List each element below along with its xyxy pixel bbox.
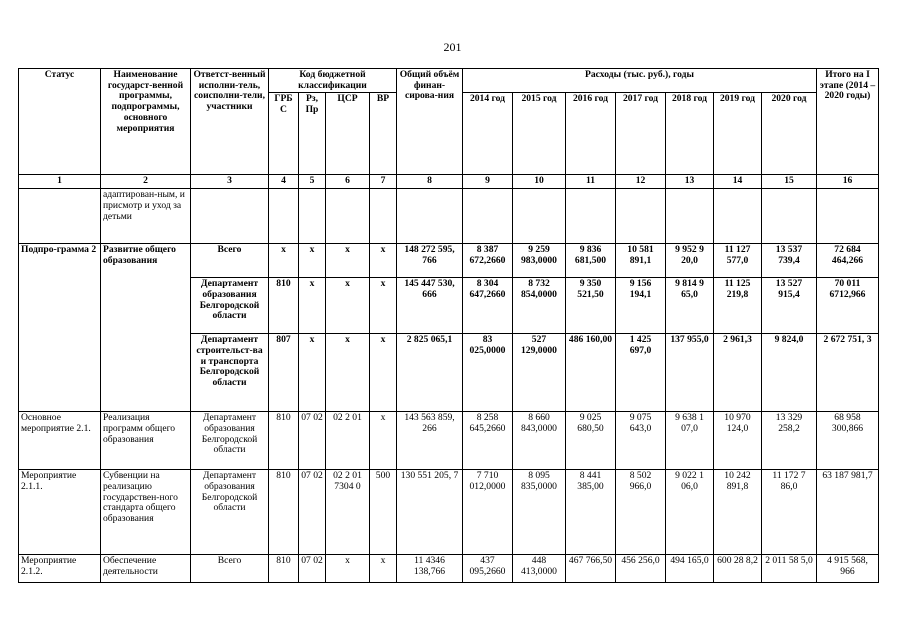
cell-grbs: 807 bbox=[269, 334, 299, 412]
cell-2017: 456 256,0 bbox=[616, 555, 666, 583]
cell-status: Мероприятие 2.1.2. bbox=[19, 555, 101, 583]
table-row bbox=[19, 189, 879, 244]
cell-responsible: Департамент образования Белгородской области bbox=[191, 278, 269, 334]
header-vr: ВР bbox=[370, 93, 397, 175]
cell-2018: 9 952 9 20,0 bbox=[666, 244, 714, 278]
cell-2019: 11 127 577,0 bbox=[714, 244, 762, 278]
cell-2017: 8 502 966,0 bbox=[616, 470, 666, 555]
cell-name: Реализация программ общего образования bbox=[101, 412, 191, 470]
cell-2019: 10 242 891,8 bbox=[714, 470, 762, 555]
table-row bbox=[19, 244, 879, 278]
col-index: 11 bbox=[566, 175, 616, 189]
cell-status: Мероприятие 2.1.1. bbox=[19, 470, 101, 555]
cell-2019: 2 961,3 bbox=[714, 334, 762, 412]
cell-stage: 72 684 464,266 bbox=[817, 244, 879, 278]
cell-vr: х bbox=[370, 278, 397, 334]
cell-2016: 9 025 680,50 bbox=[566, 412, 616, 470]
cell-2014: 8 387 672,2660 bbox=[463, 244, 513, 278]
cell-name: Субвенции на реализацию государствен-ного стандарта общего образования bbox=[101, 470, 191, 555]
cell-2020: 13 329 258,2 bbox=[762, 412, 817, 470]
header-expenses: Расходы (тыс. руб.), годы bbox=[463, 69, 817, 93]
cell-stage: 2 672 751, 3 bbox=[817, 334, 879, 412]
table-row bbox=[19, 412, 879, 470]
cell-2014: 8 304 647,2660 bbox=[463, 278, 513, 334]
cell-csr: 02 2 01 7304 0 bbox=[326, 470, 370, 555]
cell-name: Обеспечение деятельности bbox=[101, 555, 191, 583]
col-index: 10 bbox=[513, 175, 566, 189]
cell-vr: х bbox=[370, 244, 397, 278]
col-index: 4 bbox=[269, 175, 299, 189]
cell-vr: х bbox=[370, 334, 397, 412]
page-number: 201 bbox=[443, 40, 462, 54]
col-index: 3 bbox=[191, 175, 269, 189]
cell-grbs: 810 bbox=[269, 278, 299, 334]
header-grbs: ГРБ С bbox=[269, 93, 299, 175]
cell-2015: 8 732 854,0000 bbox=[513, 278, 566, 334]
cell-stage: 63 187 981,7 bbox=[817, 470, 879, 555]
cell-status: Основное мероприятие 2.1. bbox=[19, 412, 101, 470]
header-2015: 2015 год bbox=[513, 93, 566, 175]
cell-2014: 7 710 012,0000 bbox=[463, 470, 513, 555]
cell-total: 11 4346 138,766 bbox=[397, 555, 463, 583]
cell-name: адаптирован-ным, и присмотр и уход за детьми bbox=[101, 189, 191, 244]
cell-csr: х bbox=[326, 555, 370, 583]
cell-stage: 4 915 568, 966 bbox=[817, 555, 879, 583]
cell-2015: 8 660 843,0000 bbox=[513, 412, 566, 470]
header-total: Общий объём финан-сирова-ния bbox=[397, 69, 463, 175]
table-row bbox=[19, 555, 879, 583]
cell-2018: 9 022 1 06,0 bbox=[666, 470, 714, 555]
cell-name: Развитие общего образования bbox=[101, 244, 191, 412]
cell-2016: 9 836 681,500 bbox=[566, 244, 616, 278]
col-index: 13 bbox=[666, 175, 714, 189]
cell-status: Подпро-грамма 2 bbox=[19, 244, 101, 412]
header-name: Наименование государст-венной программы, подпрограммы, основного мероприятия bbox=[101, 69, 191, 175]
header-2014: 2014 год bbox=[463, 93, 513, 175]
cell-2020: 2 011 58 5,0 bbox=[762, 555, 817, 583]
header-status: Статус bbox=[19, 69, 101, 175]
col-index: 7 bbox=[370, 175, 397, 189]
col-index: 2 bbox=[101, 175, 191, 189]
cell-csr: х bbox=[326, 334, 370, 412]
col-index: 5 bbox=[299, 175, 326, 189]
cell-2015: 527 129,0000 bbox=[513, 334, 566, 412]
cell-2018: 494 165,0 bbox=[666, 555, 714, 583]
cell-status bbox=[19, 189, 101, 244]
header-2017: 2017 год bbox=[616, 93, 666, 175]
cell-rzpr: 07 02 bbox=[299, 412, 326, 470]
header-rzpr: Рз, Пр bbox=[299, 93, 326, 175]
col-index: 16 bbox=[817, 175, 879, 189]
cell-csr: 02 2 01 bbox=[326, 412, 370, 470]
header-2016: 2016 год bbox=[566, 93, 616, 175]
header-responsible: Ответст-венный исполни-тель, соисполни-тели, участники bbox=[191, 69, 269, 175]
column-index-row bbox=[19, 175, 879, 189]
cell-2014: 83 025,0000 bbox=[463, 334, 513, 412]
col-index: 9 bbox=[463, 175, 513, 189]
cell-rzpr: 07 02 bbox=[299, 470, 326, 555]
col-index: 6 bbox=[326, 175, 370, 189]
cell-2019: 600 28 8,2 bbox=[714, 555, 762, 583]
cell-responsible: Департамент образования Белгородской области bbox=[191, 470, 269, 555]
cell-total: 148 272 595, 766 bbox=[397, 244, 463, 278]
cell-responsible: Всего bbox=[191, 244, 269, 278]
header-row-top bbox=[19, 69, 879, 93]
cell-total: 145 447 530, 666 bbox=[397, 278, 463, 334]
header-stage-total: Итого на I этапе (2014 – 2020 годы) bbox=[817, 69, 879, 175]
cell-2015: 8 095 835,0000 bbox=[513, 470, 566, 555]
cell-rzpr: х bbox=[299, 278, 326, 334]
cell-stage: 68 958 300,866 bbox=[817, 412, 879, 470]
cell-2017: 9 075 643,0 bbox=[616, 412, 666, 470]
col-index: 8 bbox=[397, 175, 463, 189]
cell-2016: 8 441 385,00 bbox=[566, 470, 616, 555]
cell-2020: 9 824,0 bbox=[762, 334, 817, 412]
cell-2015: 448 413,0000 bbox=[513, 555, 566, 583]
col-index: 14 bbox=[714, 175, 762, 189]
cell-grbs: х bbox=[269, 244, 299, 278]
cell-2019: 11 125 219,8 bbox=[714, 278, 762, 334]
cell-stage: 70 011 6712,966 bbox=[817, 278, 879, 334]
cell-2020: 13 537 739,4 bbox=[762, 244, 817, 278]
cell-responsible: Департамент образования Белгородской области bbox=[191, 412, 269, 470]
cell-rzpr: х bbox=[299, 334, 326, 412]
cell-2017: 1 425 697,0 bbox=[616, 334, 666, 412]
header-csr: ЦСР bbox=[326, 93, 370, 175]
cell-grbs: 810 bbox=[269, 412, 299, 470]
cell-2014: 8 258 645,2660 bbox=[463, 412, 513, 470]
header-2020: 2020 год bbox=[762, 93, 817, 175]
cell-2016: 467 766,50 bbox=[566, 555, 616, 583]
cell-2014: 437 095,2660 bbox=[463, 555, 513, 583]
table-row bbox=[19, 470, 879, 555]
cell-csr: х bbox=[326, 278, 370, 334]
cell-responsible: Всего bbox=[191, 555, 269, 583]
cell-2017: 10 581 891,1 bbox=[616, 244, 666, 278]
cell-csr: х bbox=[326, 244, 370, 278]
cell-total: 143 563 859, 266 bbox=[397, 412, 463, 470]
col-index: 12 bbox=[616, 175, 666, 189]
cell-2017: 9 156 194,1 bbox=[616, 278, 666, 334]
cell-2018: 137 955,0 bbox=[666, 334, 714, 412]
cell-2015: 9 259 983,0000 bbox=[513, 244, 566, 278]
cell-total: 2 825 065,1 bbox=[397, 334, 463, 412]
cell-2019: 10 970 124,0 bbox=[714, 412, 762, 470]
cell-2020: 11 172 7 86,0 bbox=[762, 470, 817, 555]
cell-total: 130 551 205, 7 bbox=[397, 470, 463, 555]
budget-table bbox=[18, 68, 879, 583]
cell-2020: 13 527 915,4 bbox=[762, 278, 817, 334]
cell-2016: 486 160,00 bbox=[566, 334, 616, 412]
col-index: 15 bbox=[762, 175, 817, 189]
cell-grbs: 810 bbox=[269, 555, 299, 583]
header-2019: 2019 год bbox=[714, 93, 762, 175]
cell-2018: 9 814 9 65,0 bbox=[666, 278, 714, 334]
header-2018: 2018 год bbox=[666, 93, 714, 175]
cell-vr: 500 bbox=[370, 470, 397, 555]
cell-vr: х bbox=[370, 555, 397, 583]
cell-2018: 9 638 1 07,0 bbox=[666, 412, 714, 470]
col-index: 1 bbox=[19, 175, 101, 189]
cell-2016: 9 350 521,50 bbox=[566, 278, 616, 334]
cell-vr: х bbox=[370, 412, 397, 470]
header-budget-code: Код бюджетной классификации bbox=[269, 69, 397, 93]
cell-rzpr: х bbox=[299, 244, 326, 278]
cell-responsible: Департамент строительст-ва и транспорта Белгородской области bbox=[191, 334, 269, 412]
cell-rzpr: 07 02 bbox=[299, 555, 326, 583]
cell-grbs: 810 bbox=[269, 470, 299, 555]
